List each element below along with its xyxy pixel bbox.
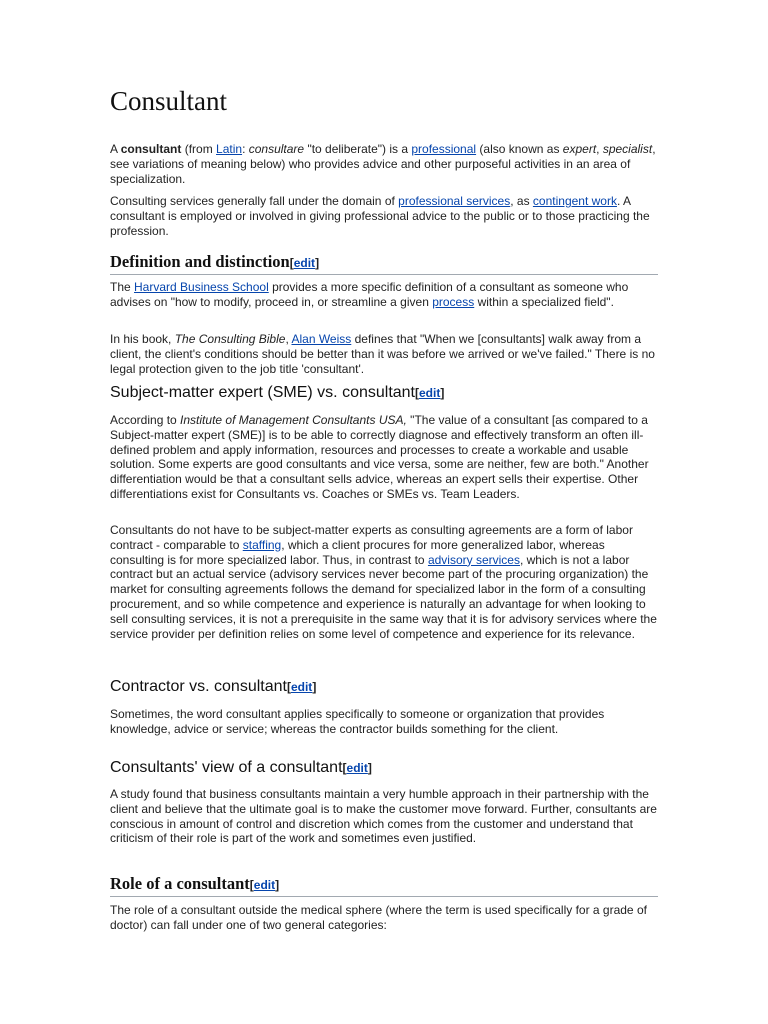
section-heading-role: Role of a consultant[edit] (110, 874, 658, 897)
role-paragraph-1: The role of a consultant outside the medical sphere (where the term is used specifically for a grade of doctor) can fall under one of two general categories: (110, 903, 647, 932)
sme-paragraph-1: According to Institute of Management Consultants USA, "The value of a consultant [as compared to a Subject-matter expert (SME)] is to be able to correctly diagnose and effectively transform an often ill-defined problem and apply information, resources and processes to create a workable and usable solution. Some experts are good consultants and vice versa, some are neither, few are both." Another differentiation would be that a consultant sells advice, whereas an expert sells their expertise. Other differentiations exist for Consultants vs. Coaches or SMEs vs. Team Leaders. (110, 413, 649, 501)
section-heading-contractor: Contractor vs. consultant[edit] (110, 678, 317, 695)
page-title: Consultant (110, 86, 228, 116)
section-heading-sme: Subject-matter expert (SME) vs. consultant[edit] (110, 384, 445, 401)
edit-link-definition[interactable]: edit (293, 256, 316, 270)
edit-link-sme[interactable]: edit (419, 386, 441, 400)
definition-paragraph-1: The Harvard Business School provides a more specific definition of a consultant as someone who advises on "how to modify, proceed in, or streamline a given process within a specialized field". (110, 280, 629, 309)
link-professional[interactable]: professional (411, 142, 477, 156)
sme-paragraph-2: Consultants do not have to be subject-matter experts as consulting agreements are a form of labor contract - comparable to staffing, which a client procures for more generalized labor, whereas consulting is for more specialized labor. Thus, in contrast to advisory services, which is not a labor contract but an actual service (advisory services never become part of the procuring organization) the market for consulting agreements follows the demand for specialized labor in the form of a consulting procurement, and so while competence and experience is naturally an advantage for when looking to sell consulting services, it is not a prerequisite in the same way that it is for advisory services where the service provider per definition relies on some level of competence and experience for its relevance. (110, 523, 657, 641)
link-professional-services[interactable]: professional services (398, 194, 511, 208)
edit-link-wrapper: [edit] (289, 256, 320, 270)
edit-link-role[interactable]: edit (253, 878, 276, 892)
link-process[interactable]: process (432, 294, 475, 309)
edit-link-contractor[interactable]: edit (290, 680, 313, 694)
edit-link-view[interactable]: edit (346, 761, 368, 775)
section-heading-view: Consultants' view of a consultant[edit] (110, 759, 372, 776)
view-paragraph-1: A study found that business consultants maintain a very humble approach in their partnership with the client and believe that the ultimate goal is to make the customer move forward. Further, consultants are conscious in amount of control and discretion which comes from the customer and understand that criticism of their role is part of the work and sometimes even justified. (110, 787, 657, 846)
link-advisory-services[interactable]: advisory services (427, 552, 520, 567)
definition-paragraph-2: In his book, The Consulting Bible, Alan Weiss defines that "When we [consultants] walk away from a client, the client's conditions should be better than it was before we arrived or we've failed." There is no legal protection given to the job title 'consultant'. (110, 332, 655, 376)
intro-paragraph-2: Consulting services generally fall under the domain of professional services, as contingent work. A consultant is employed or involved in giving professional advice to the public or to those practicing the profession. (110, 194, 650, 238)
intro-paragraph-1: A consultant (from Latin: consultare "to deliberate") is a professional (also known as expert, specialist, see variations of meaning below) who provides advice and other purposeful activities in an area of specialization. (110, 142, 656, 186)
link-harvard-business-school[interactable]: Harvard Business School (134, 280, 269, 294)
term-consultant: consultant (120, 142, 182, 156)
link-alan-weiss[interactable]: Alan Weiss (291, 332, 352, 346)
section-heading-definition: Definition and distinction[edit] (110, 252, 658, 275)
link-staffing[interactable]: staffing (242, 537, 282, 552)
contractor-paragraph-1: Sometimes, the word consultant applies specifically to someone or organization that provides knowledge, advice or service; whereas the contractor builds something for the client. (110, 707, 605, 736)
link-contingent-work[interactable]: contingent work (532, 194, 617, 208)
link-latin[interactable]: Latin (216, 142, 243, 156)
